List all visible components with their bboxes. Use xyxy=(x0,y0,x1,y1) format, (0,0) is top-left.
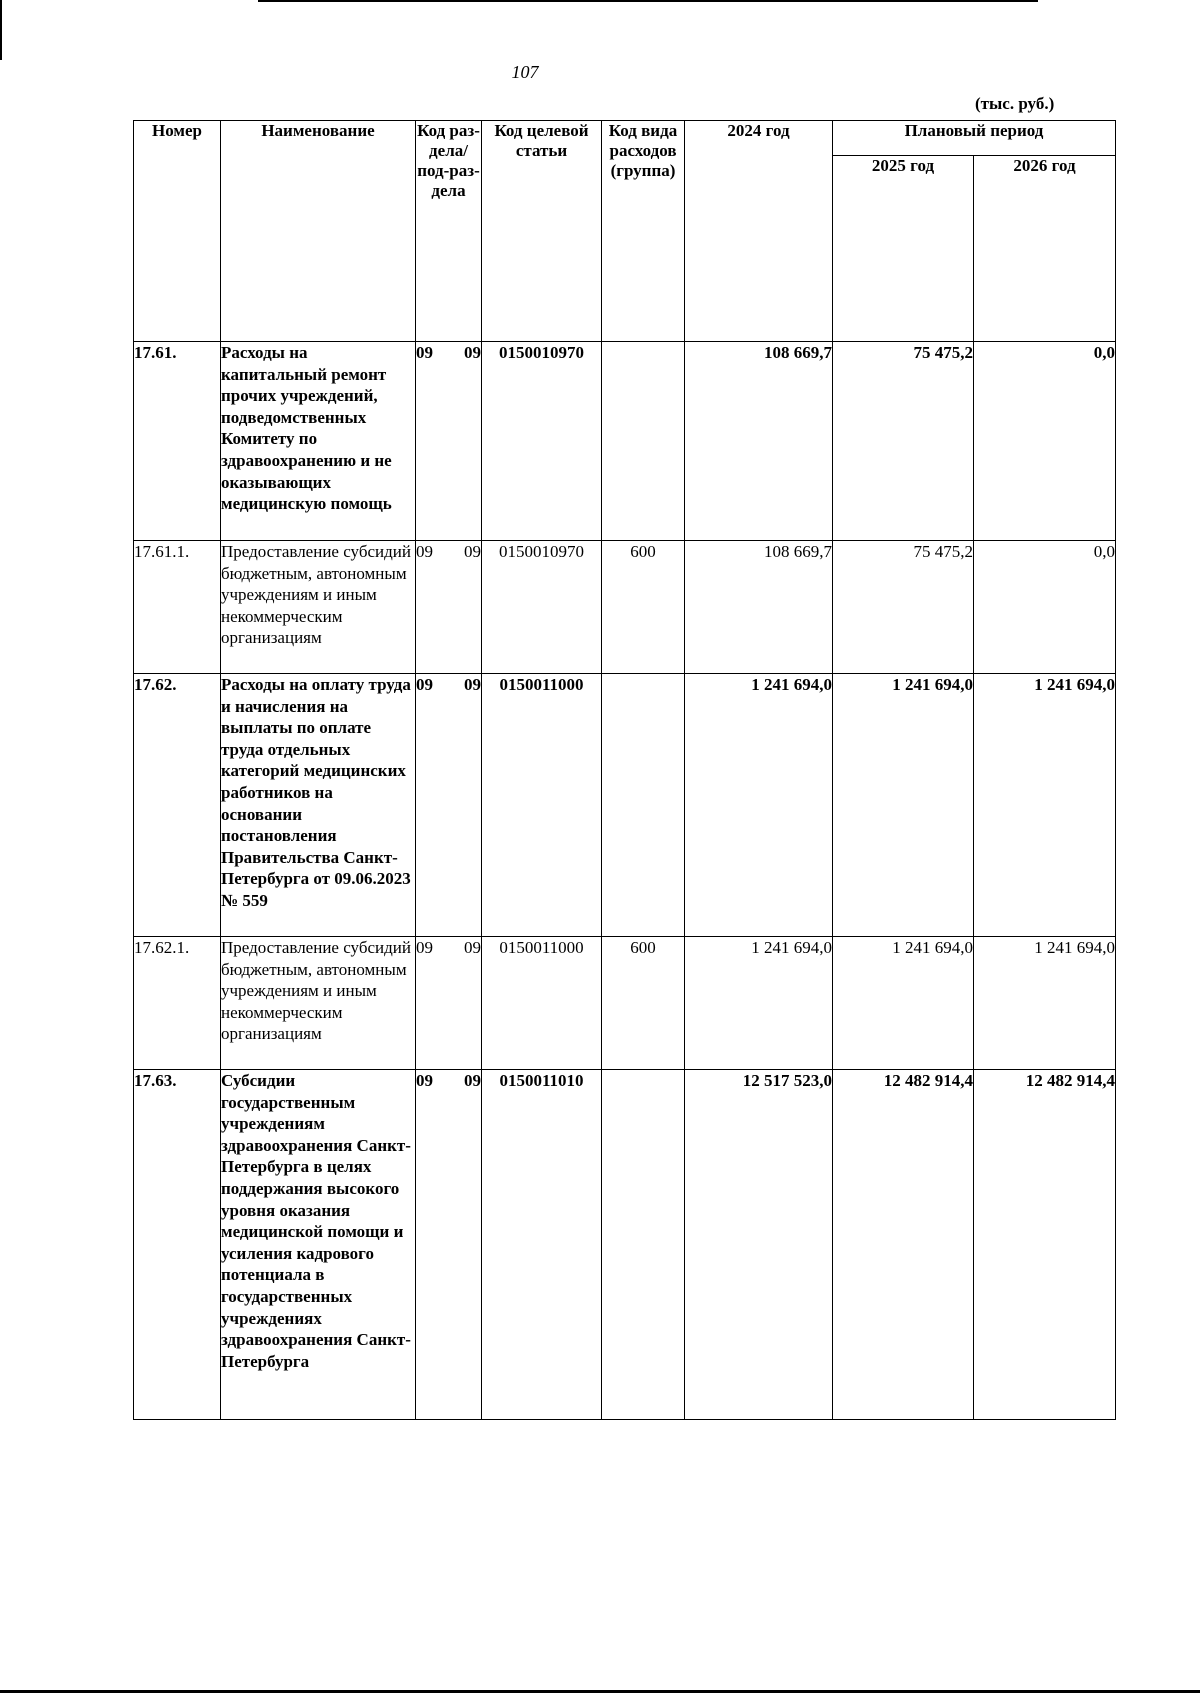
row-subsection: 09 xyxy=(464,675,481,694)
row-number: 17.62. xyxy=(134,674,221,937)
header-target-code: Код целевой статьи xyxy=(482,121,602,342)
row-expense-type: 600 xyxy=(602,937,685,1070)
header-year-2026: 2026 год xyxy=(974,156,1116,342)
row-name: Субсидии государственным учреждениям здравоохранения Санкт-Петербурга в целях поддержания высокого уровня оказания медицинской помощи и усиления кадрового потенциала в государственных учреждениях здравоохранения Санкт-Петербурга xyxy=(221,1070,416,1420)
row-2024: 108 669,7 xyxy=(685,541,833,674)
row-target-code: 0150011000 xyxy=(482,937,602,1070)
page-number: 107 xyxy=(511,62,539,82)
row-number: 17.61.1. xyxy=(134,541,221,674)
row-section-code xyxy=(416,674,482,937)
row-2026: 1 241 694,0 xyxy=(974,674,1116,937)
row-subsection: 09 xyxy=(464,343,481,362)
row-section-code xyxy=(416,342,482,541)
header-section-code: Код раз-дела/ под-раз-дела xyxy=(416,121,482,342)
row-2024: 1 241 694,0 xyxy=(685,937,833,1070)
row-section: 09 xyxy=(416,1071,433,1090)
row-name: Расходы на оплату труда и начисления на выплаты по оплате труда отдельных категорий медицинских работников на основании постановления Правительства Санкт-Петербурга от 09.06.2023 № 559 xyxy=(221,674,416,937)
header-year-2024: 2024 год xyxy=(685,121,833,342)
row-2025: 75 475,2 xyxy=(833,541,974,674)
row-target-code: 0150010970 xyxy=(482,541,602,674)
row-2024: 108 669,7 xyxy=(685,342,833,541)
table-row xyxy=(134,674,1116,937)
row-2024: 1 241 694,0 xyxy=(685,674,833,937)
header-name: Наименование xyxy=(221,121,416,342)
header-expense-type-code: Код вида расходов (группа) xyxy=(602,121,685,342)
row-section: 09 xyxy=(416,938,433,957)
scan-artifact-top xyxy=(258,0,1038,2)
scan-artifact-left xyxy=(0,0,2,60)
table-row xyxy=(134,937,1116,1070)
row-number: 17.62.1. xyxy=(134,937,221,1070)
budget-table xyxy=(133,120,1116,1420)
row-2026: 0,0 xyxy=(974,541,1116,674)
row-2025: 12 482 914,4 xyxy=(833,1070,974,1420)
header-number: Номер xyxy=(134,121,221,342)
row-target-code: 0150011000 xyxy=(482,674,602,937)
row-section-code xyxy=(416,937,482,1070)
row-2025: 75 475,2 xyxy=(833,342,974,541)
header-year-2025: 2025 год xyxy=(833,156,974,342)
row-name: Предоставление субсидий бюджетным, автономным учреждениям и иным некоммерческим организациям xyxy=(221,541,416,674)
row-name: Расходы на капитальный ремонт прочих учреждений, подведомственных Комитету по здравоохранению и не оказывающих медицинскую помощь xyxy=(221,342,416,541)
row-number: 17.63. xyxy=(134,1070,221,1420)
row-subsection: 09 xyxy=(464,938,481,957)
units-label: (тыс. руб.) xyxy=(975,94,1055,113)
row-target-code: 0150010970 xyxy=(482,342,602,541)
row-2026: 12 482 914,4 xyxy=(974,1070,1116,1420)
row-name: Предоставление субсидий бюджетным, автономным учреждениям и иным некоммерческим организациям xyxy=(221,937,416,1070)
row-subsection: 09 xyxy=(464,542,481,561)
table-row xyxy=(134,342,1116,541)
row-expense-type xyxy=(602,342,685,541)
row-target-code: 0150011010 xyxy=(482,1070,602,1420)
row-section: 09 xyxy=(416,542,433,561)
scan-artifact-bottom xyxy=(0,1690,1200,1693)
row-expense-type xyxy=(602,674,685,937)
row-2024: 12 517 523,0 xyxy=(685,1070,833,1420)
row-section-code xyxy=(416,1070,482,1420)
row-section-code xyxy=(416,541,482,674)
row-2026: 1 241 694,0 xyxy=(974,937,1116,1070)
row-2026: 0,0 xyxy=(974,342,1116,541)
row-2025: 1 241 694,0 xyxy=(833,937,974,1070)
row-expense-type xyxy=(602,1070,685,1420)
row-expense-type: 600 xyxy=(602,541,685,674)
row-subsection: 09 xyxy=(464,1071,481,1090)
row-section: 09 xyxy=(416,675,433,694)
table-row xyxy=(134,541,1116,674)
table-row xyxy=(134,1070,1116,1420)
row-number: 17.61. xyxy=(134,342,221,541)
header-planned-period: Плановый период xyxy=(833,121,1116,156)
row-section: 09 xyxy=(416,343,433,362)
row-2025: 1 241 694,0 xyxy=(833,674,974,937)
